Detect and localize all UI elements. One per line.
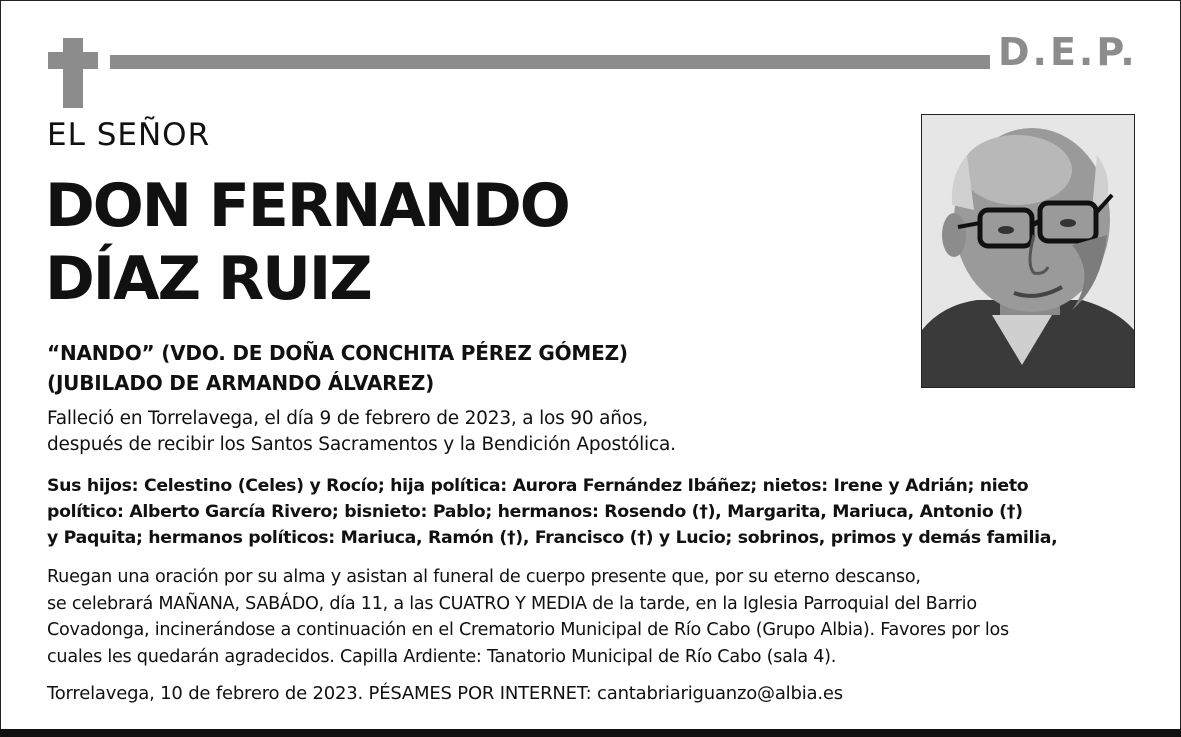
death-notice xyxy=(47,406,676,458)
cross-icon-bar xyxy=(48,52,98,69)
family-line-3: y Paquita; hermanos políticos: Mariuca, Ramón (†), Francisco (†) y Lucio; sobrinos, primos y demás familia, xyxy=(47,528,1058,548)
family-line-2: político: Alberto García Rivero; bisnieto: Pablo; hermanos: Rosendo (†), Margarita, Mariuca, Antonio (†) xyxy=(47,502,1023,522)
prayer-line-3: Covadonga, incinerándose a continuación en el Crematorio Municipal de Río Cabo (Grupo Albia). Favores por los xyxy=(47,620,1009,640)
funeral-details xyxy=(47,564,1009,670)
name-line-2: DÍAZ RUIZ xyxy=(45,244,371,314)
prayer-line-2: se celebrará MAÑANA, SABÁDO, día 11, a las CUATRO Y MEDIA de la tarde, en la Iglesia Parroquial del Barrio xyxy=(47,593,977,614)
family-list xyxy=(47,473,1137,551)
family-line-1: Sus hijos: Celestino (Celes) y Rocío; hija política: Aurora Fernández Ibáñez; nietos: Irene y Adrián; nieto xyxy=(47,476,1029,496)
alias-line-2: (JUBILADO DE ARMANDO ÁLVAREZ) xyxy=(47,371,435,395)
cross-icon xyxy=(63,38,83,108)
bottom-rule xyxy=(0,729,1181,737)
alias-block xyxy=(47,338,628,398)
name-line-1: DON FERNANDO xyxy=(45,171,569,241)
death-line-1: Falleció en Torrelavega, el día 9 de febrero de 2023, a los 90 años, xyxy=(47,408,648,429)
footer-line: Torrelavega, 10 de febrero de 2023. PÉSAMES POR INTERNET: cantabriariguanzo@albia.es xyxy=(47,683,843,704)
portrait-photo-icon xyxy=(922,115,1134,387)
dep-label: D.E.P. xyxy=(998,30,1138,74)
portrait-photo xyxy=(921,114,1135,388)
title-prefix: EL SEÑOR xyxy=(47,117,211,153)
death-line-2: después de recibir los Santos Sacramentos y la Bendición Apostólica. xyxy=(47,434,676,455)
deceased-name xyxy=(45,170,569,316)
prayer-line-4: cuales les quedarán agradecidos. Capilla Ardiente: Tanatorio Municipal de Río Cabo (sala 4). xyxy=(47,646,837,667)
prayer-line-1: Ruegan una oración por su alma y asistan al funeral de cuerpo presente que, por su eterno descanso, xyxy=(47,567,921,587)
header-rule xyxy=(110,55,990,69)
alias-line-1: “NANDO” (VDO. DE DOÑA CONCHITA PÉREZ GÓMEZ) xyxy=(47,341,628,365)
